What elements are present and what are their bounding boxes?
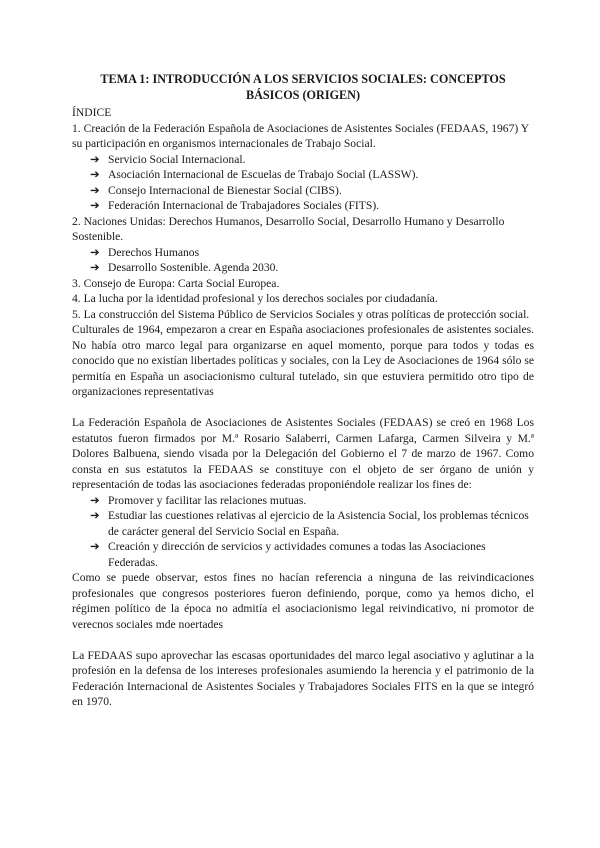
arrow-icon: ➔ — [90, 183, 100, 197]
document-page — [72, 71, 534, 710]
spacer — [72, 400, 534, 416]
index-subitem: ➔ Derechos Humanos — [90, 245, 200, 259]
index-subitem: ➔ Desarrollo Sostenible. Agenda 2030. — [90, 261, 279, 274]
paragraph-3: Como se puede observar, estos fines no hacían referencia a ninguna de las reivindicaciones profesionales que congresos posteriores fueron definiendo, porque, como ya hemos dicho, el régimen político de la época no admitía el asociacionismo legal reivindicativo, ni promotor de verecnos sociales mde noertades — [72, 571, 534, 631]
spacer — [72, 632, 534, 648]
index-item-1: 1. Creación de la Federación Española de Asociaciones de Asistentes Sociales (FEDAAS, 1967) Y su participación en organismos internacionales de Trabajo Social. — [72, 121, 529, 150]
index-heading: ÍNDICE — [72, 106, 112, 119]
paragraph-1: Culturales de 1964, empezaron a crear en España asociaciones profesionales de asistentes sociales. No había otro marco legal para organizarse en aquel momento, porque para todos y todas es conocido que no existían libertades políticas y sociales, con la Ley de Asociaciones de 1964 sólo se permitía en España un asociacionismo cultural tutelado, sin que estuviera permitido otro tipo de organizaciones representativas — [72, 323, 534, 398]
aim-item: ➔ Estudiar las cuestiones relativas al ejercicio de la Asistencia Social, los problemas técnicos de carácter general del Servicio Social en España. — [90, 509, 529, 538]
index-subitem: ➔ Consejo Internacional de Bienestar Social (CIBS). — [90, 183, 342, 197]
index-subitem: ➔ Federación Internacional de Trabajadores Sociales (FITS). — [90, 199, 380, 212]
arrow-icon: ➔ — [90, 199, 100, 212]
arrow-icon: ➔ — [90, 540, 100, 553]
index-item-5: 5. La construcción del Sistema Público de Servicios Sociales y otras políticas de protección social. — [72, 307, 530, 321]
aim-item: ➔ Promover y facilitar las relaciones mutuas. — [90, 493, 307, 507]
arrow-icon: ➔ — [90, 245, 100, 259]
arrow-icon: ➔ — [90, 152, 100, 166]
index-item-3: 3. Consejo de Europa: Carta Social Europea. — [72, 276, 280, 290]
index-subitem: ➔ Servicio Social Internacional. — [90, 152, 246, 166]
arrow-icon: ➔ — [90, 261, 100, 274]
document-title: TEMA 1: INTRODUCCIÓN A LOS SERVICIOS SOCIALES: CONCEPTOS BÁSICOS (ORIGEN) — [100, 72, 506, 102]
aim-item: ➔ Creación y dirección de servicios y actividades comunes a todas las Asociaciones Federadas. — [90, 540, 486, 569]
arrow-icon: ➔ — [90, 493, 100, 507]
index-item-4: 4. La lucha por la identidad profesional y los derechos sociales por ciudadanía. — [72, 292, 438, 305]
arrow-icon: ➔ — [90, 168, 100, 181]
index-item-2: 2. Naciones Unidas: Derechos Humanos, Desarrollo Social, Desarrollo Humano y Desarrollo Sostenible. — [72, 214, 505, 243]
paragraph-4: La FEDAAS supo aprovechar las escasas oportunidades del marco legal asociativo y aglutinar a la profesión en la defensa de los intereses profesionales asumiendo la herencia y el patrimonio de la Federación Internacional de Asistentes Sociales y Trabajadores Sociales FITS en la que se integró en 1970. — [72, 648, 534, 708]
paragraph-2: La Federación Española de Asociaciones de Asistentes Sociales (FEDAAS) se creó en 1968 Los estatutos fueron firmados por M.ª Rosario Salaberri, Carmen Lafarga, Carmen Silveira y M.ª Dolores Balbuena, siendo visada por la Delegación del Gobierno el 7 de marzo de 1967. Como consta en sus estatutos la FEDAAS se constituye con el objeto de ser órgano de unión y representación de todas las asociaciones federadas proponiéndole realizar los fines de: — [72, 416, 534, 491]
index-subitem: ➔ Asociación Internacional de Escuelas de Trabajo Social (LASSW). — [90, 168, 419, 181]
arrow-icon: ➔ — [90, 509, 100, 522]
